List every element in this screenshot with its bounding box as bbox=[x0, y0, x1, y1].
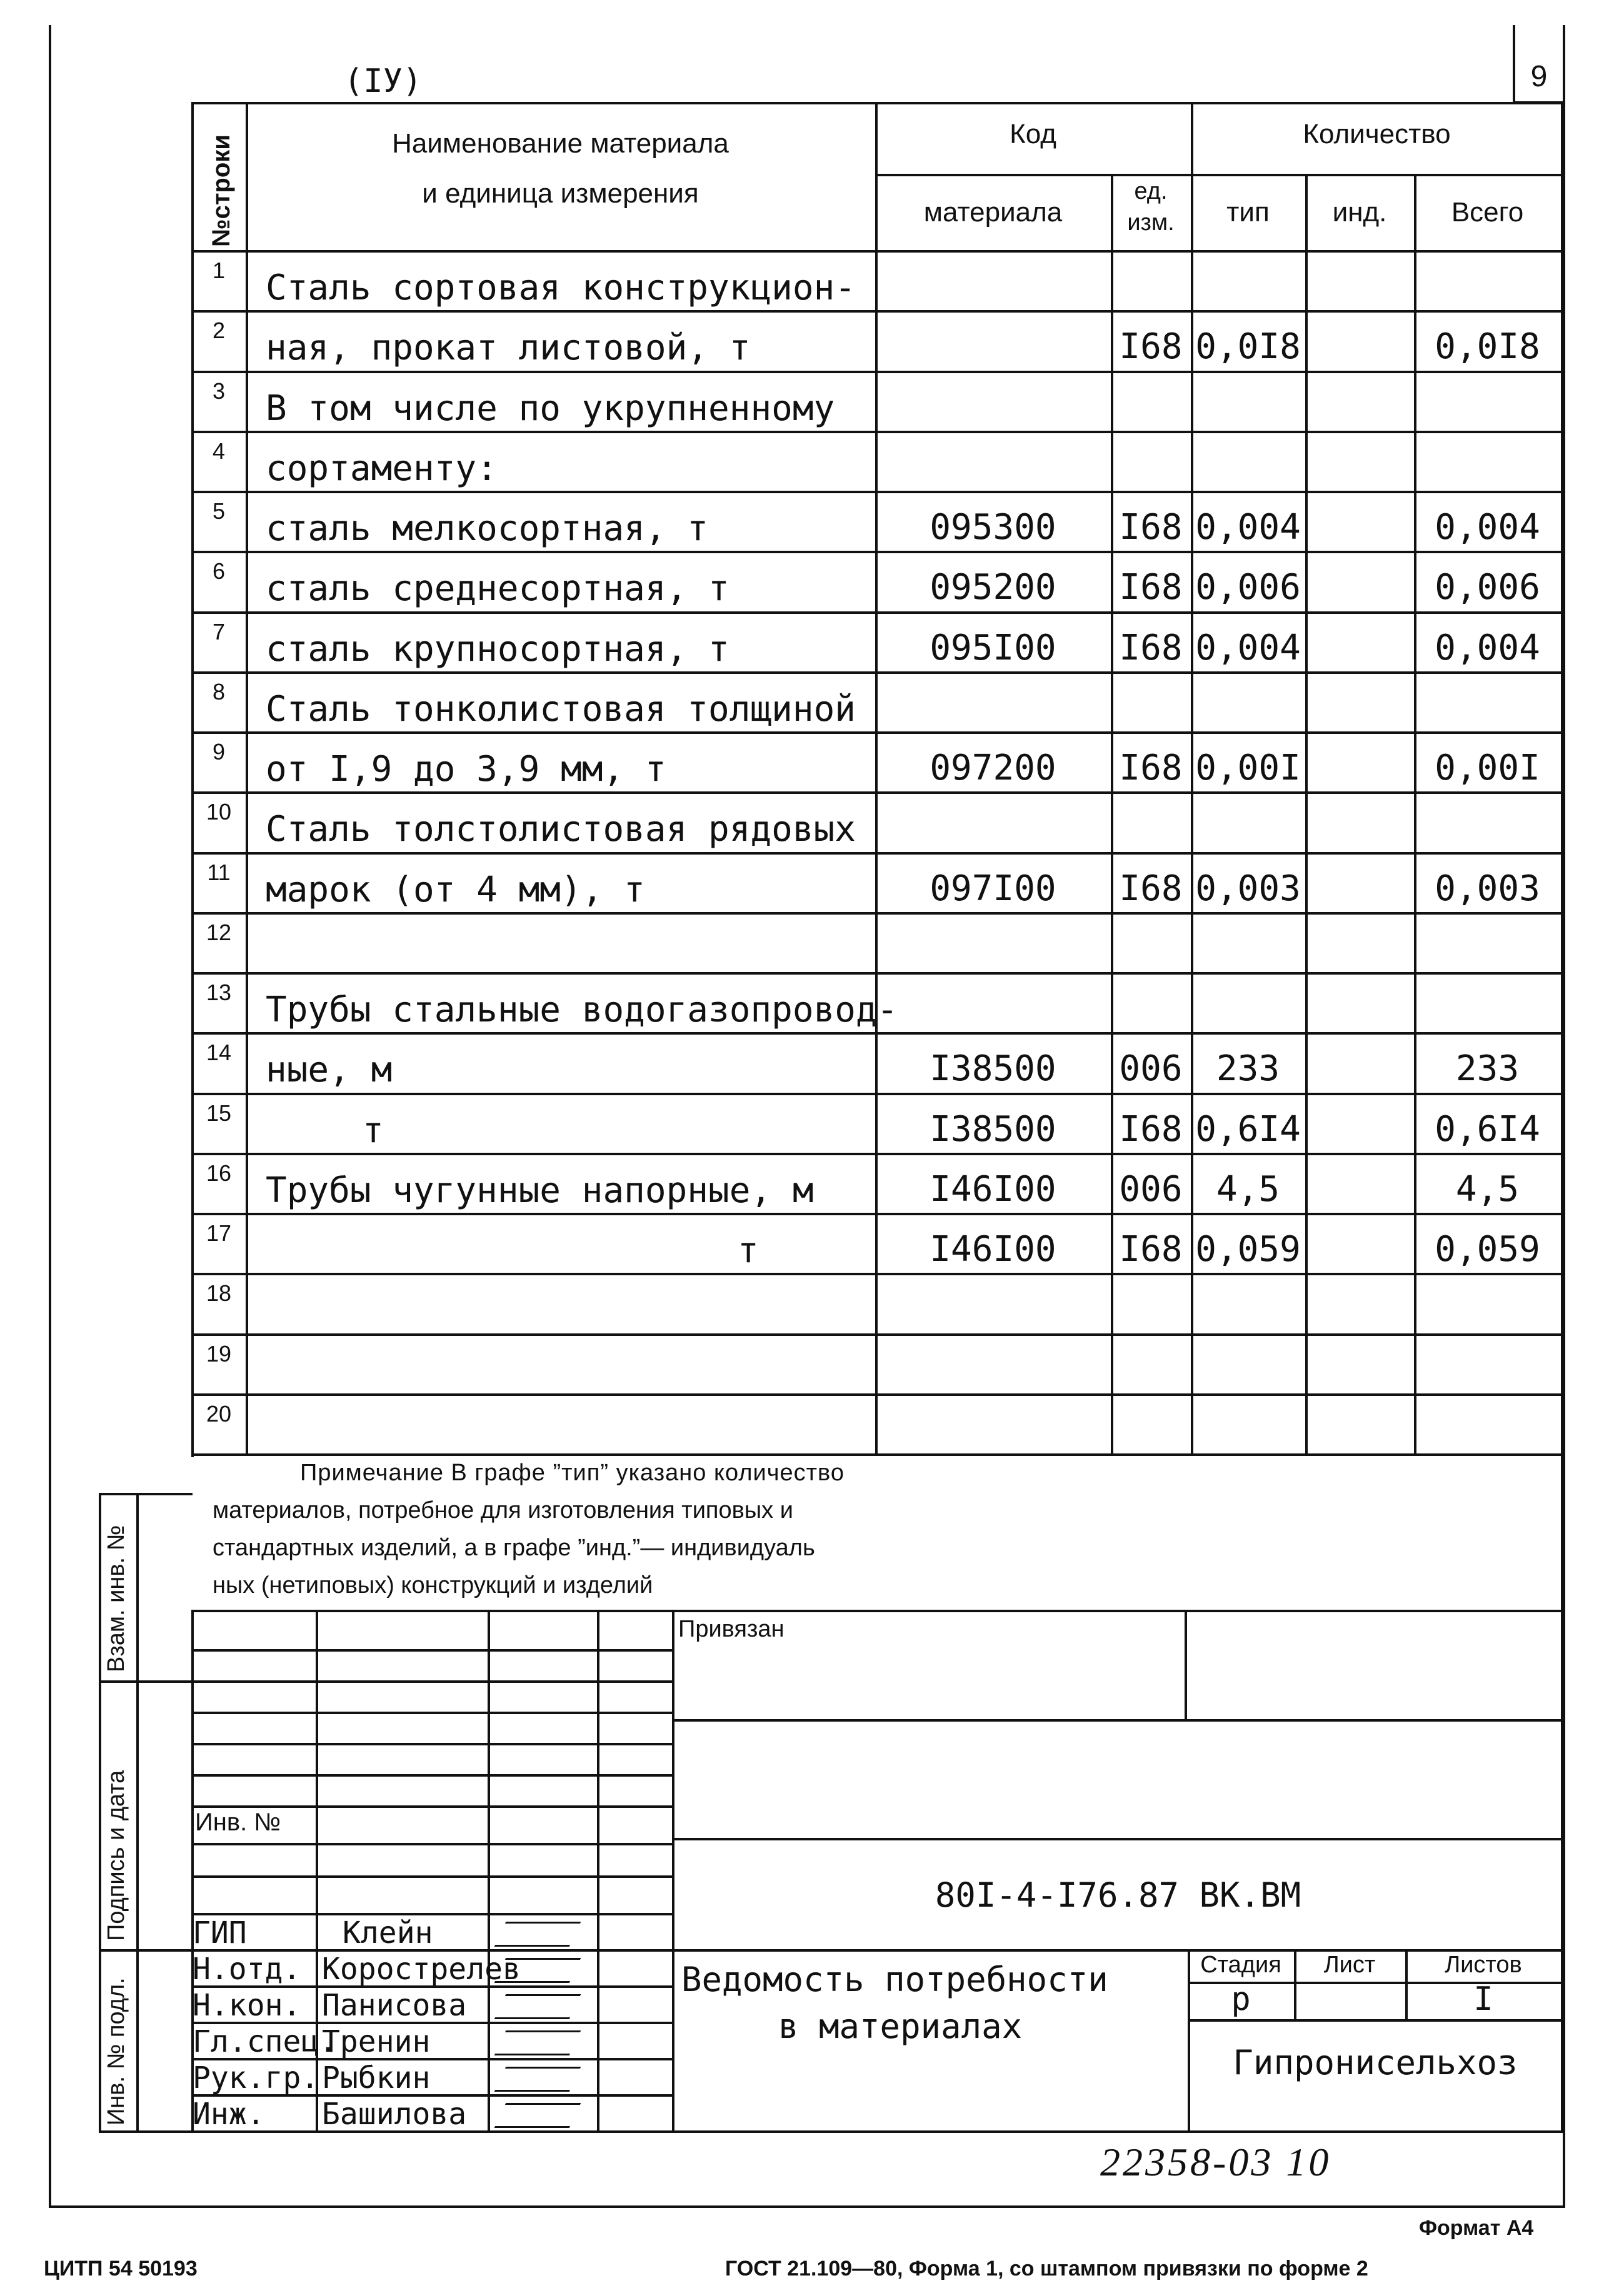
row-number: 18 bbox=[206, 1280, 232, 1306]
name-header-line1: Наименование материала bbox=[392, 128, 729, 159]
row-divider bbox=[191, 491, 1564, 493]
handwritten-signature bbox=[494, 1958, 581, 1983]
side-label-inv-podl: Инв. № подл. bbox=[103, 1977, 129, 2125]
signature-name: Башилова bbox=[322, 2097, 467, 2132]
material-name: т bbox=[738, 1230, 759, 1271]
unit-code: I68 bbox=[1119, 868, 1183, 909]
qty-total: 0,00I bbox=[1435, 748, 1540, 788]
material-name: сталь мелкосортная, т bbox=[266, 508, 709, 549]
qty-ind-header: инд. bbox=[1332, 197, 1387, 228]
row-number: 10 bbox=[206, 799, 232, 825]
qty-total: 0,059 bbox=[1435, 1229, 1540, 1270]
qty-total: 0,004 bbox=[1435, 628, 1540, 668]
material-name: марок (от 4 мм), т bbox=[266, 870, 645, 910]
row-divider bbox=[191, 431, 1564, 433]
stage-label: Стадия bbox=[1200, 1952, 1281, 1978]
material-name: Трубы чугунные напорные, м bbox=[266, 1170, 814, 1211]
material-code: 095I00 bbox=[930, 628, 1056, 668]
sheets-value: I bbox=[1473, 1980, 1493, 2018]
row-divider bbox=[191, 371, 1564, 373]
material-code: 095200 bbox=[930, 567, 1056, 608]
row-number: 2 bbox=[212, 318, 226, 343]
qty-total: 0,004 bbox=[1435, 507, 1540, 548]
page-number: 9 bbox=[1530, 60, 1548, 93]
signature-name: Рыбкин bbox=[322, 2060, 431, 2095]
frame-left bbox=[49, 25, 51, 2207]
format-label: Формат А4 bbox=[1419, 2216, 1534, 2240]
material-code: I38500 bbox=[930, 1048, 1056, 1089]
row-divider bbox=[191, 912, 1564, 915]
signature-role: Гл.спец. bbox=[193, 2024, 338, 2059]
unit-header-line1: ед. bbox=[1134, 178, 1168, 204]
document-code: 80I-4-I76.87 ВК.ВМ bbox=[935, 1875, 1301, 1915]
unit-code: I68 bbox=[1119, 567, 1183, 608]
material-name: сортаменту: bbox=[266, 448, 498, 489]
handwritten-signature bbox=[494, 2103, 581, 2128]
quantity-header: Количество bbox=[1303, 119, 1451, 149]
frame-bottom bbox=[49, 2205, 1565, 2208]
row-divider bbox=[191, 1393, 1564, 1396]
row-divider bbox=[191, 791, 1564, 794]
signature-role: Н.кон. bbox=[193, 1988, 301, 2023]
qty-total: 0,006 bbox=[1435, 567, 1540, 608]
row-number: 11 bbox=[207, 860, 231, 885]
qty-total: 0,0I8 bbox=[1435, 326, 1540, 367]
row-number: 6 bbox=[212, 558, 226, 584]
note-line2: материалов, потребное для изготовления типовых и bbox=[213, 1497, 793, 1523]
row-number: 12 bbox=[206, 920, 232, 945]
row-number-header: №строки bbox=[208, 134, 235, 247]
qty-type: 4,5 bbox=[1216, 1169, 1280, 1210]
row-divider bbox=[191, 1273, 1564, 1275]
document-title-line2: в материалах bbox=[778, 2007, 1023, 2046]
material-name: Сталь толстолистовая рядовых bbox=[266, 809, 856, 850]
sheets-label: Листов bbox=[1445, 1952, 1522, 1978]
row-divider bbox=[191, 1153, 1564, 1155]
qty-type: 0,00I bbox=[1195, 748, 1301, 788]
signature-role: Инж. bbox=[193, 2097, 265, 2132]
material-name: ные, м bbox=[266, 1050, 393, 1090]
inv-no-label: Инв. № bbox=[195, 1809, 281, 1836]
document-title-line1: Ведомость потребности bbox=[681, 1960, 1108, 1999]
row-number: 7 bbox=[212, 619, 226, 645]
privyazan-label: Привязан bbox=[678, 1616, 784, 1642]
material-name: ная, прокат листовой, т bbox=[266, 328, 751, 368]
signature-name: Тренин bbox=[322, 2024, 431, 2059]
signature-name: Панисова bbox=[322, 1988, 467, 2023]
footer-right: ГОСТ 21.109—80, Форма 1, со штампом привязки по форме 2 bbox=[725, 2257, 1368, 2280]
row-divider bbox=[191, 310, 1564, 313]
qty-total-header: Всего bbox=[1451, 197, 1524, 228]
qty-type: 0,006 bbox=[1195, 567, 1301, 608]
material-code: I46I00 bbox=[930, 1229, 1056, 1270]
organization-name: Гипронисельхоз bbox=[1233, 2043, 1518, 2082]
row-divider bbox=[191, 731, 1564, 734]
row-divider bbox=[191, 671, 1564, 674]
unit-code: I68 bbox=[1119, 748, 1183, 788]
row-divider bbox=[191, 852, 1564, 855]
material-code: I46I00 bbox=[930, 1169, 1056, 1210]
unit-header-line2: изм. bbox=[1127, 209, 1175, 236]
signature-name: Корострелев bbox=[322, 1952, 521, 1987]
footer-left: ЦИТП 54 50193 bbox=[44, 2257, 198, 2280]
stage-value: р bbox=[1231, 1980, 1251, 2018]
qty-total: 233 bbox=[1455, 1048, 1520, 1089]
row-number: 19 bbox=[206, 1341, 232, 1367]
sheet-label: Лист bbox=[1323, 1952, 1376, 1978]
unit-code: I68 bbox=[1119, 628, 1183, 668]
unit-code: I68 bbox=[1119, 1109, 1183, 1150]
signature-role: ГИП bbox=[193, 1915, 247, 1950]
material-code: 097I00 bbox=[930, 868, 1056, 909]
qty-type: 0,004 bbox=[1195, 628, 1301, 668]
material-name: Трубы стальные водогазопровод- bbox=[266, 990, 898, 1030]
material-code: I38500 bbox=[930, 1109, 1056, 1150]
row-number: 20 bbox=[206, 1401, 232, 1427]
material-name: В том числе по укрупненному bbox=[266, 388, 835, 429]
row-number: 3 bbox=[212, 378, 226, 404]
name-header-line2: и единица измерения bbox=[422, 178, 699, 209]
row-divider bbox=[191, 551, 1564, 553]
row-number: 9 bbox=[212, 739, 226, 765]
row-number: 13 bbox=[206, 980, 232, 1005]
sheet-mark: (IУ) bbox=[344, 63, 423, 100]
unit-code: I68 bbox=[1119, 507, 1183, 548]
qty-type: 0,0I8 bbox=[1195, 326, 1301, 367]
note-line3: стандартных изделий, а в графе ”инд.”— индивидуаль bbox=[213, 1535, 815, 1561]
note-line1: Примечание В графе ”тип” указано количество bbox=[300, 1460, 845, 1486]
qty-type: 233 bbox=[1216, 1048, 1280, 1089]
side-label-podpis: Подпись и дата bbox=[103, 1770, 129, 1941]
row-number: 17 bbox=[206, 1220, 232, 1246]
row-number: 1 bbox=[212, 258, 226, 283]
qty-type: 0,059 bbox=[1195, 1229, 1301, 1270]
handwritten-signature bbox=[494, 2030, 581, 2055]
unit-code: I68 bbox=[1119, 326, 1183, 367]
material-name: сталь среднесортная, т bbox=[266, 568, 729, 609]
row-number: 8 bbox=[212, 679, 226, 705]
material-code: 095300 bbox=[930, 507, 1056, 548]
code-material-header: материала bbox=[923, 197, 1063, 228]
row-number: 15 bbox=[206, 1100, 232, 1126]
qty-total: 0,003 bbox=[1435, 868, 1540, 909]
signature-role: Н.отд. bbox=[193, 1952, 301, 1987]
signature-role: Рук.гр. bbox=[193, 2060, 319, 2095]
row-divider bbox=[191, 1453, 1564, 1456]
material-name: т bbox=[363, 1110, 384, 1151]
side-label-vzam: Взам. инв. № bbox=[103, 1525, 129, 1672]
material-name: от I,9 до 3,9 мм, т bbox=[266, 749, 666, 790]
handwritten-signature bbox=[494, 1922, 581, 1947]
code-header: Код bbox=[1010, 119, 1056, 149]
material-name: Сталь тонколистовая толщиной bbox=[266, 689, 856, 730]
unit-code: 006 bbox=[1119, 1048, 1183, 1089]
row-divider bbox=[191, 1093, 1564, 1095]
signature-name: Клейн bbox=[343, 1915, 433, 1950]
handwritten-number: 22358-03 10 bbox=[1100, 2140, 1331, 2184]
row-divider bbox=[191, 1213, 1564, 1215]
row-number: 5 bbox=[212, 498, 226, 524]
note-line4: ных (нетиповых) конструкций и изделий bbox=[213, 1572, 653, 1598]
row-divider bbox=[191, 972, 1564, 975]
unit-code: I68 bbox=[1119, 1229, 1183, 1270]
qty-total: 0,6I4 bbox=[1435, 1109, 1540, 1150]
qty-type: 0,003 bbox=[1195, 868, 1301, 909]
row-divider bbox=[191, 1333, 1564, 1336]
material-name: сталь крупносортная, т bbox=[266, 629, 729, 670]
qty-type-header: тип bbox=[1226, 197, 1270, 228]
row-divider bbox=[191, 1032, 1564, 1035]
material-name: Сталь сортовая конструкцион- bbox=[266, 268, 856, 308]
qty-type: 0,004 bbox=[1195, 507, 1301, 548]
row-divider bbox=[191, 611, 1564, 614]
handwritten-signature bbox=[494, 2067, 581, 2092]
unit-code: 006 bbox=[1119, 1169, 1183, 1210]
qty-type: 0,6I4 bbox=[1195, 1109, 1301, 1150]
material-code: 097200 bbox=[930, 748, 1056, 788]
handwritten-signature bbox=[494, 1994, 581, 2019]
row-number: 4 bbox=[212, 438, 226, 464]
qty-total: 4,5 bbox=[1455, 1169, 1520, 1210]
row-number: 14 bbox=[206, 1040, 232, 1065]
row-number: 16 bbox=[206, 1160, 232, 1186]
